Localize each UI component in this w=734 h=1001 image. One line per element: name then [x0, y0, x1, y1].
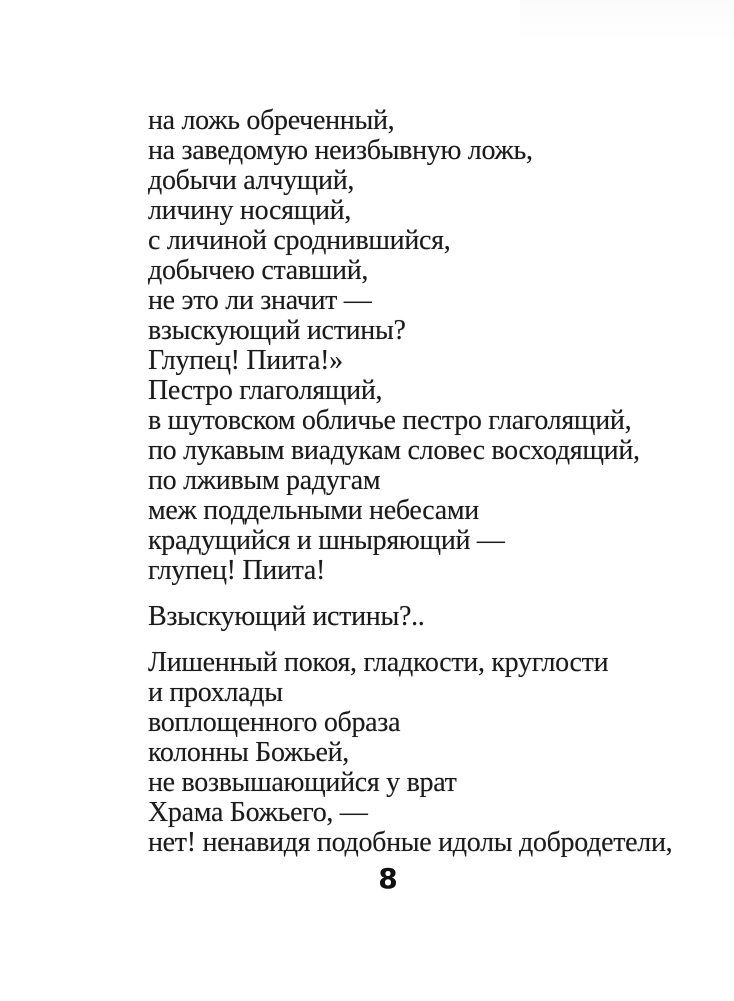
poem-line: Взыскующий истины?.. — [148, 601, 425, 632]
stanza — [148, 602, 628, 632]
poem-line: не это ли значит — — [148, 285, 372, 316]
poem-line: воплощенного образа — [148, 707, 401, 738]
poem-line: и прохлады — [148, 677, 283, 708]
poem-line: на заведомую неизбывную ложь, — [148, 135, 533, 166]
poem-line: по лукавым виадукам словес восходящий, — [148, 435, 640, 466]
poem-line: колонны Божьей, — [148, 737, 349, 768]
poem-line: добычи алчущий, — [148, 165, 355, 196]
poem-line: не возвышающийся у врат — [148, 767, 457, 798]
poem-line: с личиной сроднившийся, — [148, 225, 451, 256]
poem-line: крадущийся и шныряющий — — [148, 525, 505, 556]
poem-line: добычею ставший, — [148, 255, 369, 286]
poem-line: по лживым радугам — [148, 465, 381, 496]
poem-line: взыскующий истины? — [148, 315, 406, 346]
poem-line: нет! ненавидя подобные идолы добродетели, — [148, 827, 673, 858]
poem-line: Лишенный покоя, гладкости, круглости — [148, 647, 609, 678]
stanza — [148, 647, 673, 858]
poem-line: Пестро глаголящий, — [148, 375, 383, 406]
poem-line: в шутовском обличье пестро глаголящий, — [148, 405, 632, 436]
page-number: 8 — [378, 862, 398, 895]
poem-text — [148, 105, 673, 858]
poem-line: меж поддельными небесами — [148, 495, 479, 526]
poem-line: Храма Божьего, — — [148, 797, 368, 828]
poem-line: личину носящий, — [148, 195, 352, 226]
scan-noise-artifact — [520, 0, 734, 42]
poem-line: Глупец! Пиита!» — [148, 345, 343, 376]
poem-line: глупец! Пиита! — [148, 555, 326, 586]
poem-line: на ложь обреченный, — [148, 105, 395, 136]
stanza — [148, 105, 640, 586]
